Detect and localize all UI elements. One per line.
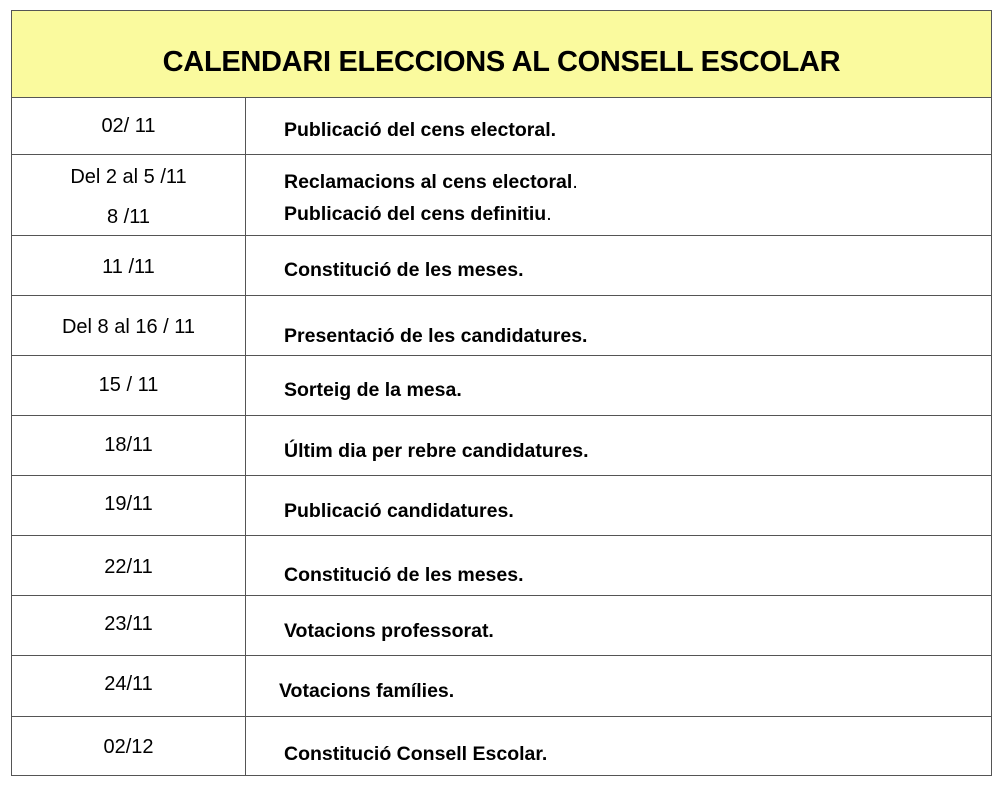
description-cell xyxy=(246,155,991,235)
table-row xyxy=(12,236,991,296)
table-row xyxy=(12,416,991,476)
description-text: Constitució de les meses. xyxy=(284,564,524,586)
date-text: Del 8 al 16 / 11 xyxy=(61,316,196,338)
table-row xyxy=(12,476,991,536)
table-row xyxy=(12,536,991,596)
date-cell xyxy=(12,236,246,295)
description-cell xyxy=(246,296,991,355)
date-text: 02/12 xyxy=(103,736,154,758)
table-row xyxy=(12,98,991,155)
date-text: 23/11 xyxy=(104,613,153,635)
table-row xyxy=(12,656,991,717)
date-text: 18/11 xyxy=(104,434,153,456)
description-text: Publicació del cens definitiu. xyxy=(284,203,552,225)
date-cell xyxy=(12,155,246,235)
description-cell xyxy=(246,236,991,295)
date-text: 11 /11 xyxy=(102,256,155,278)
description-cell xyxy=(246,596,991,655)
description-text: Sorteig de la mesa. xyxy=(284,379,462,401)
date-cell xyxy=(12,536,246,595)
date-text: 24/11 xyxy=(104,673,153,695)
description-cell xyxy=(246,98,991,154)
date-text: 19/11 xyxy=(104,493,153,515)
description-text: Reclamacions al cens electoral. xyxy=(284,171,578,193)
date-cell xyxy=(12,296,246,355)
table-row xyxy=(12,155,991,236)
table-row xyxy=(12,356,991,416)
description-text: Últim dia per rebre candidatures. xyxy=(284,440,589,462)
table-row xyxy=(12,296,991,356)
date-cell xyxy=(12,596,246,655)
table-row xyxy=(12,596,991,656)
description-cell xyxy=(246,717,991,775)
description-text: Votacions famílies. xyxy=(279,680,455,702)
description-text: Publicació del cens electoral. xyxy=(284,119,557,141)
date-cell xyxy=(12,416,246,475)
date-text: Del 2 al 5 /11 xyxy=(70,166,187,188)
date-cell xyxy=(12,98,246,154)
date-cell xyxy=(12,656,246,716)
description-text: Constitució Consell Escolar. xyxy=(284,743,548,765)
description-text: Publicació candidatures. xyxy=(284,500,514,522)
date-text: 8 /11 xyxy=(107,206,150,228)
description-text: Votacions professorat. xyxy=(284,620,494,642)
table-title: CALENDARI ELECCIONS AL CONSELL ESCOLAR xyxy=(12,11,991,98)
date-cell xyxy=(12,476,246,535)
description-cell xyxy=(246,476,991,535)
election-calendar-table xyxy=(11,10,992,776)
date-text: 02/ 11 xyxy=(101,115,156,137)
description-cell xyxy=(246,536,991,595)
description-cell xyxy=(246,416,991,475)
description-text: Presentació de les candidatures. xyxy=(284,325,588,347)
date-text: 15 / 11 xyxy=(98,374,159,396)
table-row xyxy=(12,717,991,775)
description-cell xyxy=(246,356,991,415)
description-cell xyxy=(246,656,991,716)
date-text: 22/11 xyxy=(104,556,153,578)
description-text: Constitució de les meses. xyxy=(284,259,524,281)
date-cell xyxy=(12,717,246,775)
date-cell xyxy=(12,356,246,415)
